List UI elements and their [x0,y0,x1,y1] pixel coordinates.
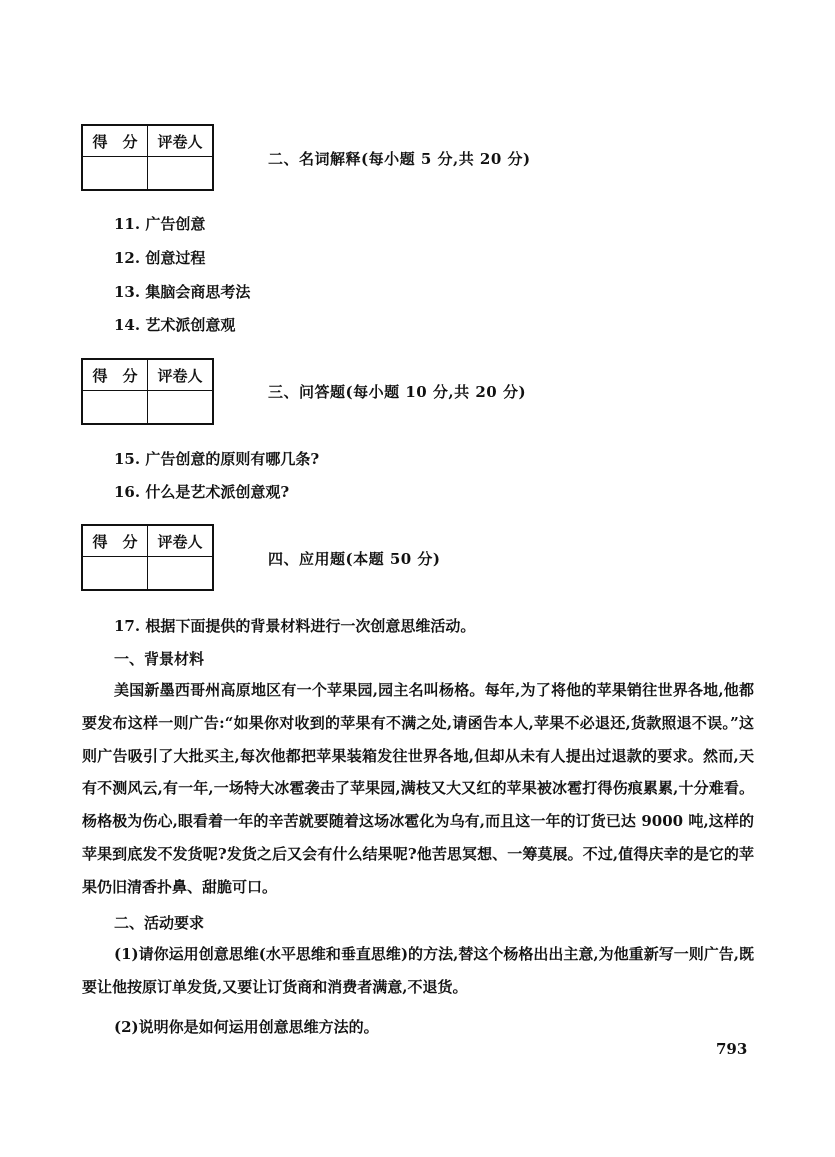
question-16: 16. 什么是艺术派创意观? [114,483,290,501]
score-box-section-2 [81,124,214,191]
section-title-2: 二、名词解释(每小题 5 分,共 20 分) [268,150,531,168]
score-box-section-4 [81,524,214,591]
score-blank [82,157,148,191]
background-heading: 一、背景材料 [114,650,205,668]
grader-blank [148,557,214,591]
grader-label: 评卷人 [148,359,214,391]
score-label: 得 分 [82,359,148,391]
score-blank [82,391,148,425]
grader-label: 评卷人 [148,125,214,157]
grader-blank [148,157,214,191]
grader-blank [148,391,214,425]
page-number: 793 [716,1040,748,1058]
question-12: 12. 创意过程 [114,249,206,267]
requirement-2: (2)说明你是如何运用创意思维方法的。 [114,1018,379,1036]
score-label: 得 分 [82,125,148,157]
requirement-1: (1)请你运用创意思维(水平思维和垂直思维)的方法,替这个杨格出出主意,为他重新写一则广告,既要让他按原订单发货,又要让订货商和消费者满意,不退货。 [82,945,754,996]
score-label: 得 分 [82,525,148,557]
question-14: 14. 艺术派创意观 [114,316,236,334]
score-blank [82,557,148,591]
background-paragraph: 美国新墨西哥州高原地区有一个苹果园,园主名叫杨格。每年,为了将他的苹果销往世界各地,他都要发布这样一则广告:“如果你对收到的苹果有不满之处,请函告本人,苹果不必退还,货款照退不误。”这则广告吸引了大批买主,每次他都把苹果装箱发往世界各地,但却从未有人提出过退款的要求。然而,天有不测风云,有一年,一场特大冰雹袭击了苹果园,满枝又大又红的苹果被冰雹打得伤痕累累,十分难看。杨格极为伤心,眼看着一年的辛苦就要随着这场冰雹化为乌有,而且这一年的订货已达 9000 吨,这样的苹果到底发不发货呢?发货之后又会有什么结果呢?他苦思冥想、一筹莫展。不过,值得庆幸的是它的苹果仍旧清香扑鼻、甜脆可口。 [82,681,754,896]
question-15: 15. 广告创意的原则有哪几条? [114,450,320,468]
question-17: 17. 根据下面提供的背景材料进行一次创意思维活动。 [114,617,476,635]
section-title-3: 三、问答题(每小题 10 分,共 20 分) [268,383,527,401]
question-13: 13. 集脑会商思考法 [114,283,251,301]
section-title-4: 四、应用题(本题 50 分) [268,550,441,568]
question-11: 11. 广告创意 [114,215,206,233]
grader-label: 评卷人 [148,525,214,557]
score-box-section-3 [81,358,214,425]
requirements-heading: 二、活动要求 [114,914,205,932]
